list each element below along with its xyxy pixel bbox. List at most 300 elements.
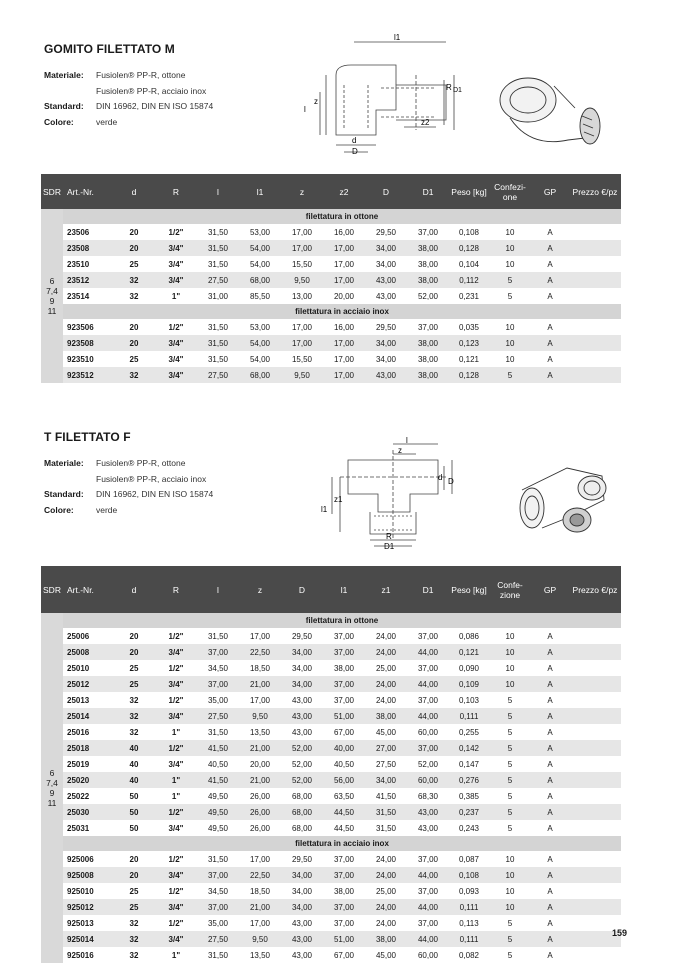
table-cell: 5: [489, 272, 531, 288]
table-cell: 9,50: [281, 272, 323, 288]
table-cell: 22,50: [239, 867, 281, 883]
table-cell: 17,00: [323, 367, 365, 383]
table-cell: 67,00: [333, 727, 355, 737]
table-cell: 22,50: [239, 644, 281, 660]
table-cell: A: [547, 727, 553, 737]
table-cell: A: [531, 335, 569, 351]
table-row: [41, 240, 621, 256]
price-cell: [569, 947, 621, 963]
table-row: [41, 224, 621, 240]
table-cell: 25030: [63, 804, 113, 820]
color-label: Colore:: [44, 504, 74, 515]
table-cell: 38,00: [417, 354, 439, 364]
column-header: Prezzo €/pz: [569, 174, 621, 209]
table-cell: 3/4": [155, 240, 197, 256]
column-header: D1: [407, 566, 449, 613]
section2-specs: [44, 456, 213, 518]
table-cell: 0,231: [458, 291, 480, 301]
column-header: GP: [531, 174, 569, 209]
table-cell: 43,00: [281, 931, 323, 947]
section-heading: filettatura in acciaio inox: [63, 304, 621, 319]
section2-title: T FILETTATO F: [44, 430, 131, 444]
table-cell: A: [547, 854, 553, 864]
table-cell: 21,00: [239, 676, 281, 692]
table-cell: 20: [113, 644, 155, 660]
table-cell: 25: [113, 676, 155, 692]
table-cell: 10: [489, 644, 531, 660]
table-cell: 38,00: [333, 663, 355, 673]
table-cell: 925012: [63, 899, 113, 915]
price-cell: [569, 899, 621, 915]
table-cell: 54,00: [249, 259, 271, 269]
table-cell: 0,121: [458, 354, 480, 364]
table-cell: 20,00: [333, 291, 355, 301]
column-header: Peso [kg]: [449, 174, 489, 209]
table-cell: 20: [129, 322, 139, 332]
price-cell: [569, 644, 621, 660]
sdr-value: 7,4: [46, 778, 58, 788]
table-cell: 10: [505, 259, 515, 269]
table-cell: 1/2": [168, 918, 184, 928]
table-row: [41, 724, 621, 740]
table-cell: 0,111: [449, 931, 489, 947]
dim-r-label: R: [446, 83, 452, 92]
section1-specs: [44, 68, 213, 130]
table-cell: 25010: [67, 663, 90, 673]
table-cell: 37,00: [197, 867, 239, 883]
table-cell: 3/4": [168, 259, 184, 269]
table-cell: 25: [129, 259, 139, 269]
table-cell: 31,50: [207, 631, 229, 641]
table-row: [41, 899, 621, 915]
standard-value: DIN 16962, DIN EN ISO 15874: [96, 489, 214, 499]
table-cell: 23510: [67, 259, 90, 269]
table-cell: 925008: [63, 867, 113, 883]
table-cell: 923510: [67, 354, 94, 364]
table-cell: 3/4": [155, 367, 197, 383]
table-cell: 31,50: [207, 727, 229, 737]
table-cell: 32: [129, 695, 139, 705]
table-cell: 25020: [63, 772, 113, 788]
dim-z1-label: z1: [334, 495, 343, 504]
table-cell: 50: [113, 804, 155, 820]
price-cell: [569, 692, 621, 708]
table-cell: 43,00: [291, 918, 313, 928]
table-cell: 50: [129, 791, 139, 801]
elbow-technical-drawing: [296, 30, 471, 160]
table-cell: 25: [129, 886, 139, 896]
table-cell: 1": [155, 772, 197, 788]
table-cell: 20,00: [249, 759, 271, 769]
table-cell: 18,50: [249, 663, 271, 673]
table-cell: 20: [129, 854, 139, 864]
table-cell: 31,50: [375, 823, 397, 833]
table-cell: 34,00: [281, 676, 323, 692]
table-cell: 925010: [67, 886, 94, 896]
price-cell: [569, 740, 621, 756]
table-cell: 29,50: [375, 227, 397, 237]
table-cell: 17,00: [249, 918, 271, 928]
color-value: verde: [96, 504, 118, 515]
table-cell: 37,00: [417, 918, 439, 928]
table-cell: 10: [489, 240, 531, 256]
table-cell: 23514: [67, 291, 90, 301]
dim-z-label: z: [314, 97, 318, 106]
table-cell: 17,00: [333, 259, 355, 269]
table-cell: 10: [505, 886, 515, 896]
price-cell: [569, 660, 621, 676]
price-cell: [569, 756, 621, 772]
table-cell: 27,50: [197, 708, 239, 724]
table-cell: 38,00: [407, 367, 449, 383]
column-header: Confezi- one: [489, 174, 531, 209]
column-header: l1: [323, 566, 365, 613]
price-cell: [569, 367, 621, 383]
table-cell: 37,00: [417, 886, 439, 896]
table-cell: 1/2": [168, 663, 184, 673]
table-cell: 51,00: [323, 708, 365, 724]
table-cell: 32: [113, 931, 155, 947]
table-cell: 25012: [63, 676, 113, 692]
table-cell: 1/2": [168, 631, 184, 641]
table-cell: 10: [505, 227, 515, 237]
table-cell: 43,00: [365, 272, 407, 288]
table-cell: 17,00: [323, 272, 365, 288]
table-row: [41, 915, 621, 931]
table-cell: 54,00: [249, 354, 271, 364]
tee-technical-drawing: [318, 432, 463, 550]
section1-title: GOMITO FILETTATO M: [44, 42, 175, 56]
table-cell: 27,00: [365, 740, 407, 756]
table-cell: 3/4": [155, 676, 197, 692]
table-cell: 43,00: [375, 291, 397, 301]
table-cell: 34,00: [281, 867, 323, 883]
table-cell: 0,113: [459, 918, 479, 928]
table-cell: 26,00: [249, 823, 271, 833]
table-cell: 35,00: [207, 918, 229, 928]
table-cell: 45,00: [375, 950, 397, 960]
table-cell: 15,50: [291, 354, 313, 364]
table-cell: 24,00: [365, 867, 407, 883]
table-cell: 32: [113, 367, 155, 383]
table-cell: 13,50: [249, 950, 271, 960]
column-header: Prezzo €/pz: [569, 566, 621, 613]
table-cell: 31,50: [207, 854, 229, 864]
table-cell: 925013: [67, 918, 94, 928]
table-cell: 37,00: [333, 854, 355, 864]
table-cell: 31,50: [197, 335, 239, 351]
sdr-value: 6: [49, 768, 55, 778]
table-cell: 5: [507, 291, 513, 301]
table-cell: 5: [489, 708, 531, 724]
price-cell: [569, 224, 621, 240]
dim-z2-label: z2: [421, 118, 430, 127]
table-cell: 3/4": [155, 644, 197, 660]
table-cell: 923508: [63, 335, 113, 351]
table-cell: 923512: [63, 367, 113, 383]
section-row: [41, 304, 621, 319]
dim-l-label: l: [304, 105, 306, 114]
table-cell: 21,00: [239, 772, 281, 788]
table-cell: 44,00: [407, 867, 449, 883]
table-cell: 0,147: [458, 759, 480, 769]
table-row: [41, 947, 621, 963]
table-row: [41, 256, 621, 272]
table-cell: 37,00: [417, 663, 439, 673]
table-cell: A: [547, 291, 553, 301]
table-cell: 1": [171, 727, 181, 737]
table-cell: 10: [505, 322, 515, 332]
table-cell: 3/4": [155, 708, 197, 724]
table-cell: 29,50: [291, 631, 313, 641]
price-cell: [569, 867, 621, 883]
section-heading: filettatura in ottone: [63, 209, 621, 224]
table-cell: A: [531, 804, 569, 820]
table-cell: 37,00: [333, 695, 355, 705]
price-cell: [569, 288, 621, 304]
sdr-value: 9: [49, 296, 55, 306]
price-cell: [569, 772, 621, 788]
material-label: Materiale:: [44, 458, 84, 468]
table-row: [41, 319, 621, 335]
column-header: d: [113, 174, 155, 209]
table-row: [41, 367, 621, 383]
table-cell: 37,00: [417, 695, 439, 705]
table-cell: 60,00: [407, 772, 449, 788]
table-cell: 34,50: [207, 886, 229, 896]
table-cell: 37,00: [197, 676, 239, 692]
price-cell: [569, 240, 621, 256]
table-cell: 24,00: [365, 899, 407, 915]
table-cell: 37,00: [323, 899, 365, 915]
table-cell: 43,00: [291, 695, 313, 705]
table-cell: 1": [171, 791, 181, 801]
elbow-table: [41, 174, 621, 383]
table-cell: 26,00: [239, 804, 281, 820]
table-cell: 0,093: [458, 886, 480, 896]
table-cell: A: [531, 899, 569, 915]
column-header: SDR: [41, 566, 63, 613]
table-cell: 44,00: [407, 708, 449, 724]
table-cell: 34,00: [365, 772, 407, 788]
table-row: [41, 628, 621, 644]
table-cell: 37,00: [323, 644, 365, 660]
table-cell: 5: [507, 823, 513, 833]
table-cell: A: [547, 663, 553, 673]
table-cell: 0,128: [449, 240, 489, 256]
table-cell: 17,00: [249, 631, 271, 641]
table-cell: 44,00: [407, 899, 449, 915]
table-cell: 10: [489, 899, 531, 915]
table-cell: 34,00: [281, 899, 323, 915]
table-cell: 9,50: [239, 931, 281, 947]
table-cell: 0,385: [458, 791, 480, 801]
dim-z-label: z: [398, 446, 402, 455]
price-cell: [569, 883, 621, 899]
table-cell: 24,00: [375, 918, 397, 928]
column-header: l: [197, 174, 239, 209]
table-cell: 32: [113, 272, 155, 288]
table-cell: 17,00: [333, 354, 355, 364]
price-cell: [569, 724, 621, 740]
table-cell: 25: [113, 899, 155, 915]
table-cell: 50: [129, 823, 139, 833]
table-cell: 5: [489, 772, 531, 788]
column-header: d: [113, 566, 155, 613]
table-row: [41, 272, 621, 288]
table-cell: A: [531, 644, 569, 660]
table-cell: 49,50: [197, 804, 239, 820]
table-cell: A: [531, 740, 569, 756]
table-row: [41, 851, 621, 867]
table-cell: 0,276: [449, 772, 489, 788]
table-cell: 60,00: [417, 950, 439, 960]
column-header: GP: [531, 566, 569, 613]
material-value-1: Fusiolen® PP-R, ottone: [96, 458, 186, 468]
column-header: Peso [kg]: [449, 566, 489, 613]
price-cell: [569, 708, 621, 724]
table-cell: 38,00: [407, 240, 449, 256]
table-row: [41, 660, 621, 676]
table-cell: 0,108: [449, 867, 489, 883]
table-cell: 52,00: [417, 759, 439, 769]
table-row: [41, 692, 621, 708]
table-cell: 49,50: [207, 823, 229, 833]
table-cell: 10: [489, 335, 531, 351]
price-cell: [569, 820, 621, 836]
column-header: l1: [239, 174, 281, 209]
table-cell: 25013: [67, 695, 90, 705]
table-cell: A: [547, 791, 553, 801]
table-cell: 38,00: [333, 886, 355, 896]
table-cell: 21,00: [239, 740, 281, 756]
price-cell: [569, 676, 621, 692]
table-cell: 85,50: [249, 291, 271, 301]
sdr-value: 9: [49, 788, 55, 798]
table-cell: A: [547, 322, 553, 332]
color-label: Colore:: [44, 116, 74, 127]
table-cell: 0,111: [449, 899, 489, 915]
table-cell: 68,00: [281, 804, 323, 820]
dim-l-label: l: [406, 436, 408, 445]
table-cell: 52,00: [281, 772, 323, 788]
dim-d1-label: D1: [453, 87, 462, 94]
column-header: SDR: [41, 174, 63, 209]
table-cell: 32: [113, 708, 155, 724]
table-cell: 3/4": [155, 272, 197, 288]
dim-D-label: D: [352, 147, 358, 156]
table-cell: 29,50: [375, 322, 397, 332]
table-cell: 40,50: [207, 759, 229, 769]
table-cell: 9,50: [239, 708, 281, 724]
table-row: [41, 804, 621, 820]
column-header: Art.-Nr.: [63, 566, 113, 613]
section-heading: filettatura in acciaio inox: [63, 836, 621, 851]
table-cell: 37,00: [417, 631, 439, 641]
table-cell: 32: [129, 291, 139, 301]
table-cell: 68,00: [291, 823, 313, 833]
table-cell: A: [547, 354, 553, 364]
price-cell: [569, 335, 621, 351]
table-cell: 23508: [63, 240, 113, 256]
table-cell: 9,50: [281, 367, 323, 383]
table-cell: 24,00: [375, 854, 397, 864]
table-cell: 25008: [63, 644, 113, 660]
table-cell: 54,00: [239, 240, 281, 256]
dim-d1-label: D1: [384, 542, 395, 550]
table-cell: 0,123: [449, 335, 489, 351]
table-cell: 38,00: [365, 708, 407, 724]
table-cell: 23506: [67, 227, 90, 237]
table-cell: 43,00: [407, 804, 449, 820]
table-cell: A: [547, 918, 553, 928]
table-cell: 24,00: [365, 644, 407, 660]
table-cell: 20: [113, 867, 155, 883]
material-value-2: Fusiolen® PP-R, acciaio inox: [96, 473, 207, 484]
column-header: Art.-Nr.: [63, 174, 113, 209]
table-cell: 16,00: [333, 227, 355, 237]
table-cell: 0,112: [449, 272, 489, 288]
table-cell: A: [547, 259, 553, 269]
table-cell: 0,142: [449, 740, 489, 756]
table-cell: 44,50: [323, 804, 365, 820]
table-cell: A: [531, 367, 569, 383]
table-cell: A: [547, 227, 553, 237]
table-cell: 44,00: [407, 644, 449, 660]
table-cell: 1/2": [155, 804, 197, 820]
dim-d-label: d: [352, 136, 357, 145]
table-cell: 37,00: [417, 227, 439, 237]
table-cell: 68,00: [291, 791, 313, 801]
column-header: R: [155, 566, 197, 613]
table-cell: 0,086: [458, 631, 480, 641]
column-header: D: [365, 174, 407, 209]
dim-l1-label: l1: [321, 505, 328, 514]
table-row: [41, 351, 621, 367]
table-cell: 68,00: [239, 367, 281, 383]
section-row: [41, 209, 621, 224]
table-cell: 63,50: [333, 791, 355, 801]
standard-value: DIN 16962, DIN EN ISO 15874: [96, 101, 214, 111]
table-cell: 5: [507, 918, 513, 928]
table-cell: 40: [129, 759, 139, 769]
dim-d-label: d: [438, 473, 443, 482]
table-cell: 24,00: [375, 695, 397, 705]
table-cell: 923506: [67, 322, 94, 332]
table-cell: 17,00: [281, 240, 323, 256]
table-cell: 32: [129, 918, 139, 928]
table-cell: 1/2": [168, 886, 184, 896]
table-cell: 37,00: [323, 867, 365, 883]
table-cell: 34,00: [375, 354, 397, 364]
table-row: [41, 931, 621, 947]
sdr-cell: [41, 209, 63, 383]
table-cell: 52,00: [417, 291, 439, 301]
table-cell: 51,00: [323, 931, 365, 947]
table-cell: 49,50: [207, 791, 229, 801]
sdr-value: 11: [47, 798, 57, 808]
table-cell: 52,00: [291, 759, 313, 769]
table-cell: 10: [505, 854, 515, 864]
table-cell: 31,50: [207, 354, 229, 364]
dim-D-label: D: [448, 477, 454, 486]
table-cell: 27,50: [375, 759, 397, 769]
table-cell: 0,121: [449, 644, 489, 660]
table-cell: 0,237: [449, 804, 489, 820]
table-row: [41, 756, 621, 772]
price-cell: [569, 788, 621, 804]
table-cell: 20: [129, 227, 139, 237]
